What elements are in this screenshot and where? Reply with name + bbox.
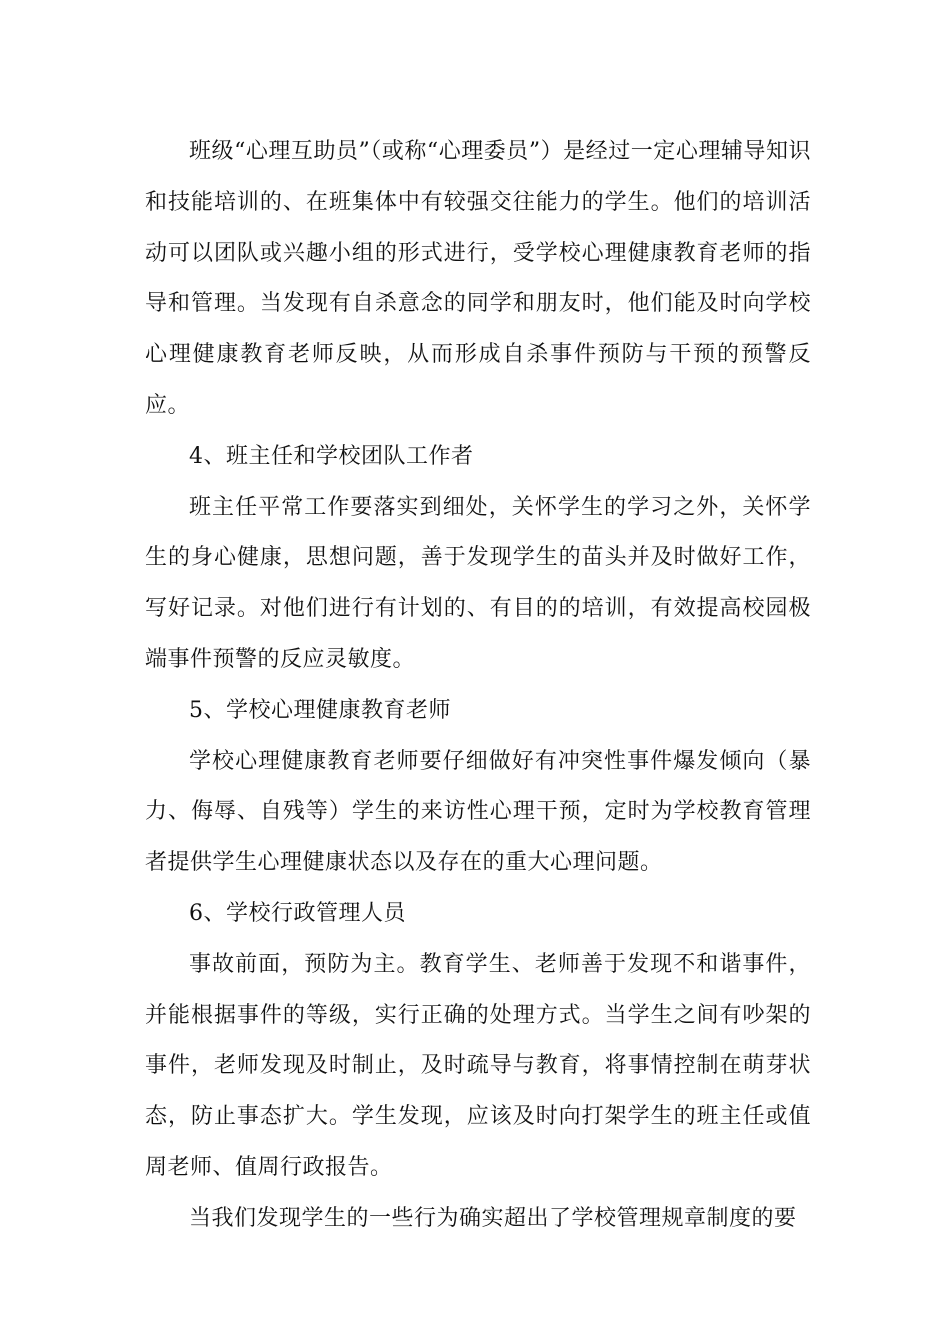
document-body — [145, 127, 811, 1245]
heading-class-teacher: 4、班主任和学校团队工作者 — [189, 443, 474, 469]
paragraph-psych-teacher: 学校心理健康教育老师要仔细做好有冲突性事件爆发倾向（暴力、侮辱、自残等）学生的来访性心理干预，定时为学校教育管理者提供学生心理健康状态以及存在的重大心理问题。 — [145, 748, 811, 876]
paragraph-admin-staff: 事故前面，预防为主。教育学生、老师善于发现不和谐事件，并能根据事件的等级，实行正确的处理方式。当学生之间有吵架的事件，老师发现及时制止，及时疏导与教育，将事情控制在萌芽状态，防止事态扩大。学生发现，应该及时向打架学生的班主任或值周老师、值周行政报告。 — [145, 951, 811, 1180]
heading-admin-staff: 6、学校行政管理人员 — [189, 900, 406, 926]
heading-psych-teacher: 5、学校心理健康教育老师 — [189, 697, 451, 723]
paragraph-psych-helper: 班级“心理互助员”（或称“心理委员”）是经过一定心理辅导知识和技能培训的、在班集体中有较强交往能力的学生。他们的培训活动可以团队或兴趣小组的形式进行，受学校心理健康教育老师的指导和管理。当发现有自杀意念的同学和朋友时，他们能及时向学校心理健康教育老师反映，从而形成自杀事件预防与干预的预警反应。 — [145, 139, 811, 418]
paragraph-class-teacher: 班主任平常工作要落实到细处，关怀学生的学习之外，关怀学生的身心健康，思想问题，善于发现学生的苗头并及时做好工作，写好记录。对他们进行有计划的、有目的的培训，有效提高校园极端事件预警的反应灵敏度。 — [145, 494, 811, 672]
paragraph-rule-violation: 当我们发现学生的一些行为确实超出了学校管理规章制度的要 — [189, 1205, 797, 1231]
